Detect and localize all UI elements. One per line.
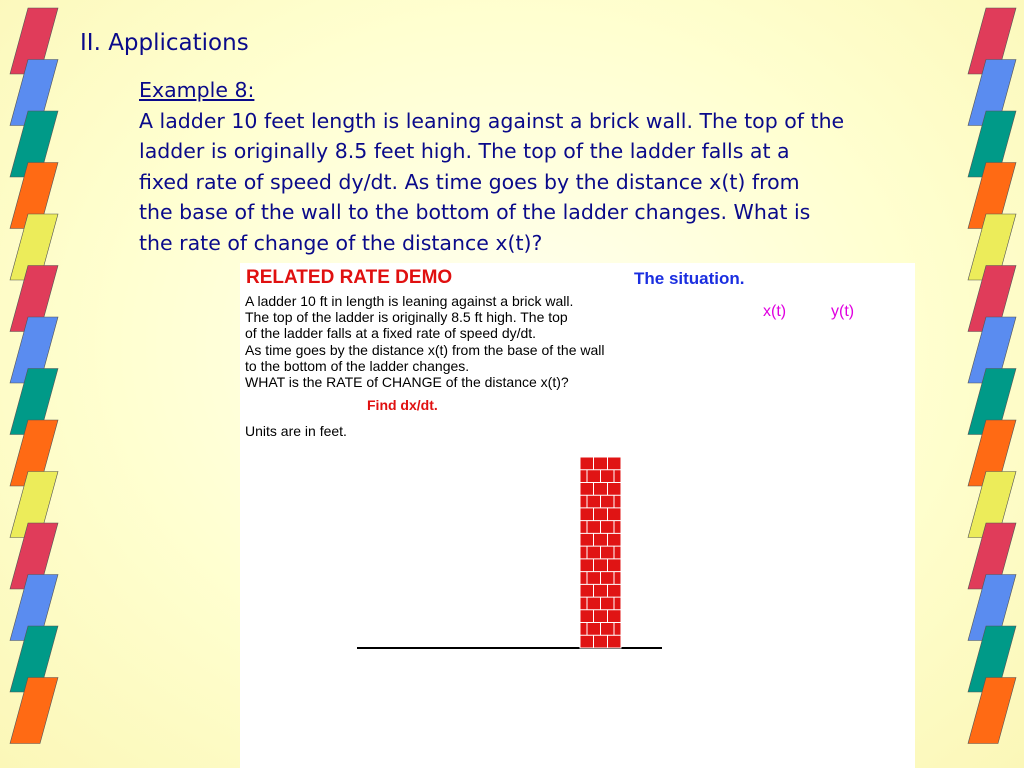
demo-title: RELATED RATE DEMO <box>246 267 453 288</box>
section-title: II. Applications <box>80 30 249 56</box>
example-label: Example 8: <box>139 78 255 102</box>
example-text-line: ladder is originally 8.5 feet high. The top of the ladder falls at a <box>139 139 790 163</box>
example-text-line: the base of the wall to the bottom of the ladder changes. What is <box>139 200 811 224</box>
brick-wall-icon <box>580 457 621 648</box>
example-text-line: A ladder 10 feet length is leaning against a brick wall. The top of the <box>139 108 845 133</box>
demo-text-line: to the bottom of the ladder changes. <box>245 357 470 374</box>
example-block <box>139 75 969 258</box>
x-of-t-label: x(t) <box>763 303 787 320</box>
demo-text-line: of the ladder falls at a fixed rate of speed dy/dt. <box>245 325 537 342</box>
find-dxdt-label: Find dx/dt. <box>367 397 438 413</box>
ladder-scene <box>240 263 915 768</box>
demo-text-line: A ladder 10 ft in length is leaning against a brick wall. <box>245 293 574 309</box>
example-text-line: the rate of change of the distance x(t)? <box>139 230 543 255</box>
y-of-t-label: y(t) <box>831 303 855 320</box>
decorative-stripe-border-left <box>0 0 66 768</box>
related-rate-demo-panel <box>240 263 915 768</box>
example-text-line: fixed rate of speed dy/dt. As time goes by the distance x(t) from <box>139 169 800 194</box>
situation-title: The situation. <box>634 269 745 288</box>
demo-text-line: The top of the ladder is originally 8.5 ft high. The top <box>245 309 568 326</box>
units-label: Units are in feet. <box>245 423 347 439</box>
demo-text-line: WHAT is the RATE of CHANGE of the distance x(t)? <box>245 374 569 391</box>
demo-text-line: As time goes by the distance x(t) from the base of the wall <box>245 341 605 358</box>
